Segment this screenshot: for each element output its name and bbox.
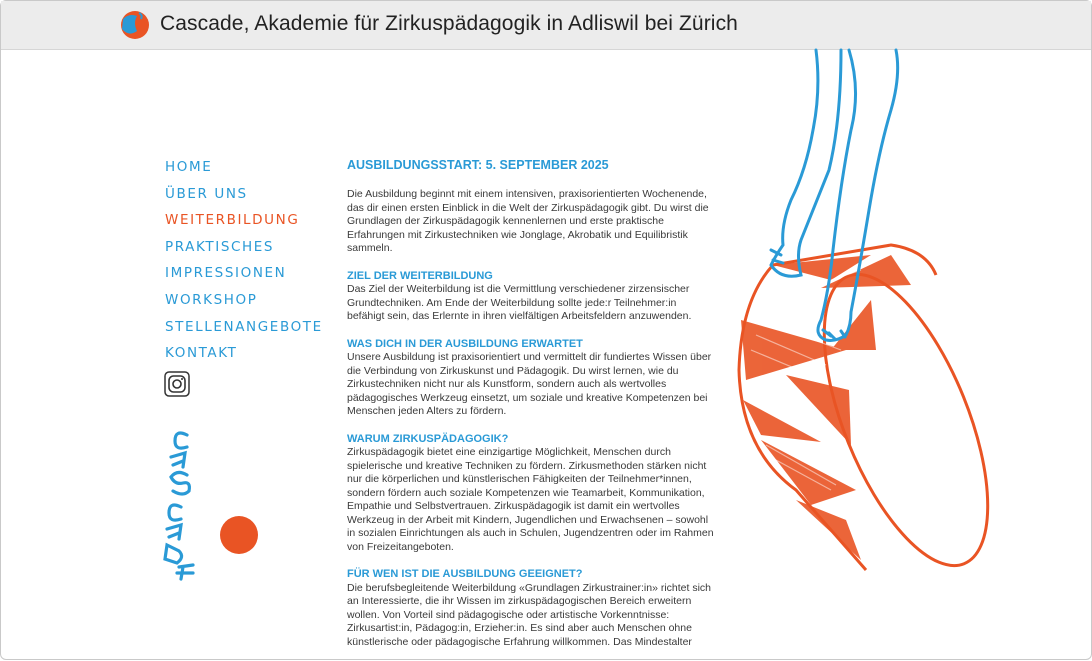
nav-item-weiterbildung[interactable]: WEITERBILDUNG	[165, 212, 300, 229]
intro-paragraph: Die Ausbildung beginnt mit einem intensiven, praxisorientierten Wochenende, das dir einen ersten Einblick in die Welt der Zirkuspädagogik gibt. Du wirst die Grundlagen der Zirkuspädagogik kennenlernen und erste praktische Erfahrungen mit Zirkustechniken wie Jonglage, Akrobatik und Equilibristik sammeln.	[347, 188, 709, 254]
section-text-fuer-wen: Die berufsbegleitende Weiterbildung «Grundlagen Zirkustrainer:in» richtet sich an Interessierte, die ihr Wissen im zirkuspädagogischen Bereich erweitern wollen. Von Vorteil sind pädagogische oder artistische Vorkenntnisse: Zirkusartist:in, Pädagog:in, Erzieher:in. Es sind aber auch Menschen ohne künstlerische oder pädagogische Erfahrung willkommen. Das Mindestalter	[347, 581, 712, 648]
section-text-erwartet: Unsere Ausbildung ist praxisorientiert und vermittelt dir fundiertes Wissen über die Verbindung von Zirkuskunst und Pädagogik. Du wirst lernen, wie du Zirkustechniken nicht nur als Kunstform, sondern auch als wertvolles pädagogisches Werkzeug einsetzt, um soziale und kreative Kompetenzen bei Menschen jeden Alters zu fördern.	[347, 351, 712, 417]
cascade-logo-icon	[119, 9, 151, 41]
section-title-erwartet: WAS DICH IN DER AUSBILDUNG ERWARTET	[347, 337, 583, 350]
main-content	[347, 158, 727, 649]
cascade-logo	[153, 421, 268, 582]
nav-item-ueber-uns[interactable]: ÜBER UNS	[165, 185, 248, 202]
section-title-fuer-wen: FÜR WEN IST DIE AUSBILDUNG GEEIGNET?	[347, 568, 583, 580]
nav-item-home[interactable]: HOME	[165, 159, 213, 175]
nav-item-stellenangebote[interactable]: STELLENANGEBOTE	[165, 318, 323, 335]
acrobat-on-drum-illustration	[701, 50, 1001, 661]
logo-text: CASCADE	[263, 581, 268, 582]
section-title-ziel: ZIEL DER WEITERBILDUNG	[347, 269, 493, 282]
section-text-warum: Zirkuspädagogik bietet eine einzigartige Möglichkeit, Menschen durch spielerische und kreative Techniken zu fördern. Zirkusmethoden stärken nicht nur die körperlichen und künstlerischen Fähigkeiten der Teilnehmer*innen, sondern fördern auch soziale Kompetenzen wie Teamarbeit, Kommunikation, Empathie und Selbstvertrauen. Zirkuspädagogik ist damit ein wertvolles Werkzeug in der Arbeit mit Kindern, Jugendlichen und Erwachsenen – sowohl in sozialen Einrichtungen als auch in Schulen, Jugendzentren oder im Rahmen von Freizeitangeboten.	[347, 446, 714, 553]
nav-item-praktisches[interactable]: PRAKTISCHES	[165, 238, 275, 255]
section-title-warum: WARUM ZIRKUSPÄDAGOGIK?	[347, 432, 509, 445]
instagram-icon[interactable]	[164, 370, 190, 399]
section-text-ziel: Das Ziel der Weiterbildung ist die Vermittlung verschiedener zirzensischer Grundtechniken. Am Ende der Weiterbildung sollte jede:r Teilnehmer:in befähigt sein, das Erlernte in ihren vielfältigen Arbeitsfeldern anzuwenden.	[347, 283, 692, 322]
nav-item-workshop[interactable]: WORKSHOP	[165, 291, 258, 308]
window-titlebar	[1, 1, 1091, 50]
nav-item-impressionen[interactable]: IMPRESSIONEN	[165, 265, 287, 282]
main-navigation	[165, 158, 323, 371]
page-title: AUSBILDUNGSSTART: 5. SEPTEMBER 2025	[347, 158, 609, 172]
nav-item-kontakt[interactable]: KONTAKT	[165, 345, 238, 362]
window-title: Cascade, Akademie für Zirkuspädagogik in Adliswil bei Zürich	[160, 12, 738, 35]
